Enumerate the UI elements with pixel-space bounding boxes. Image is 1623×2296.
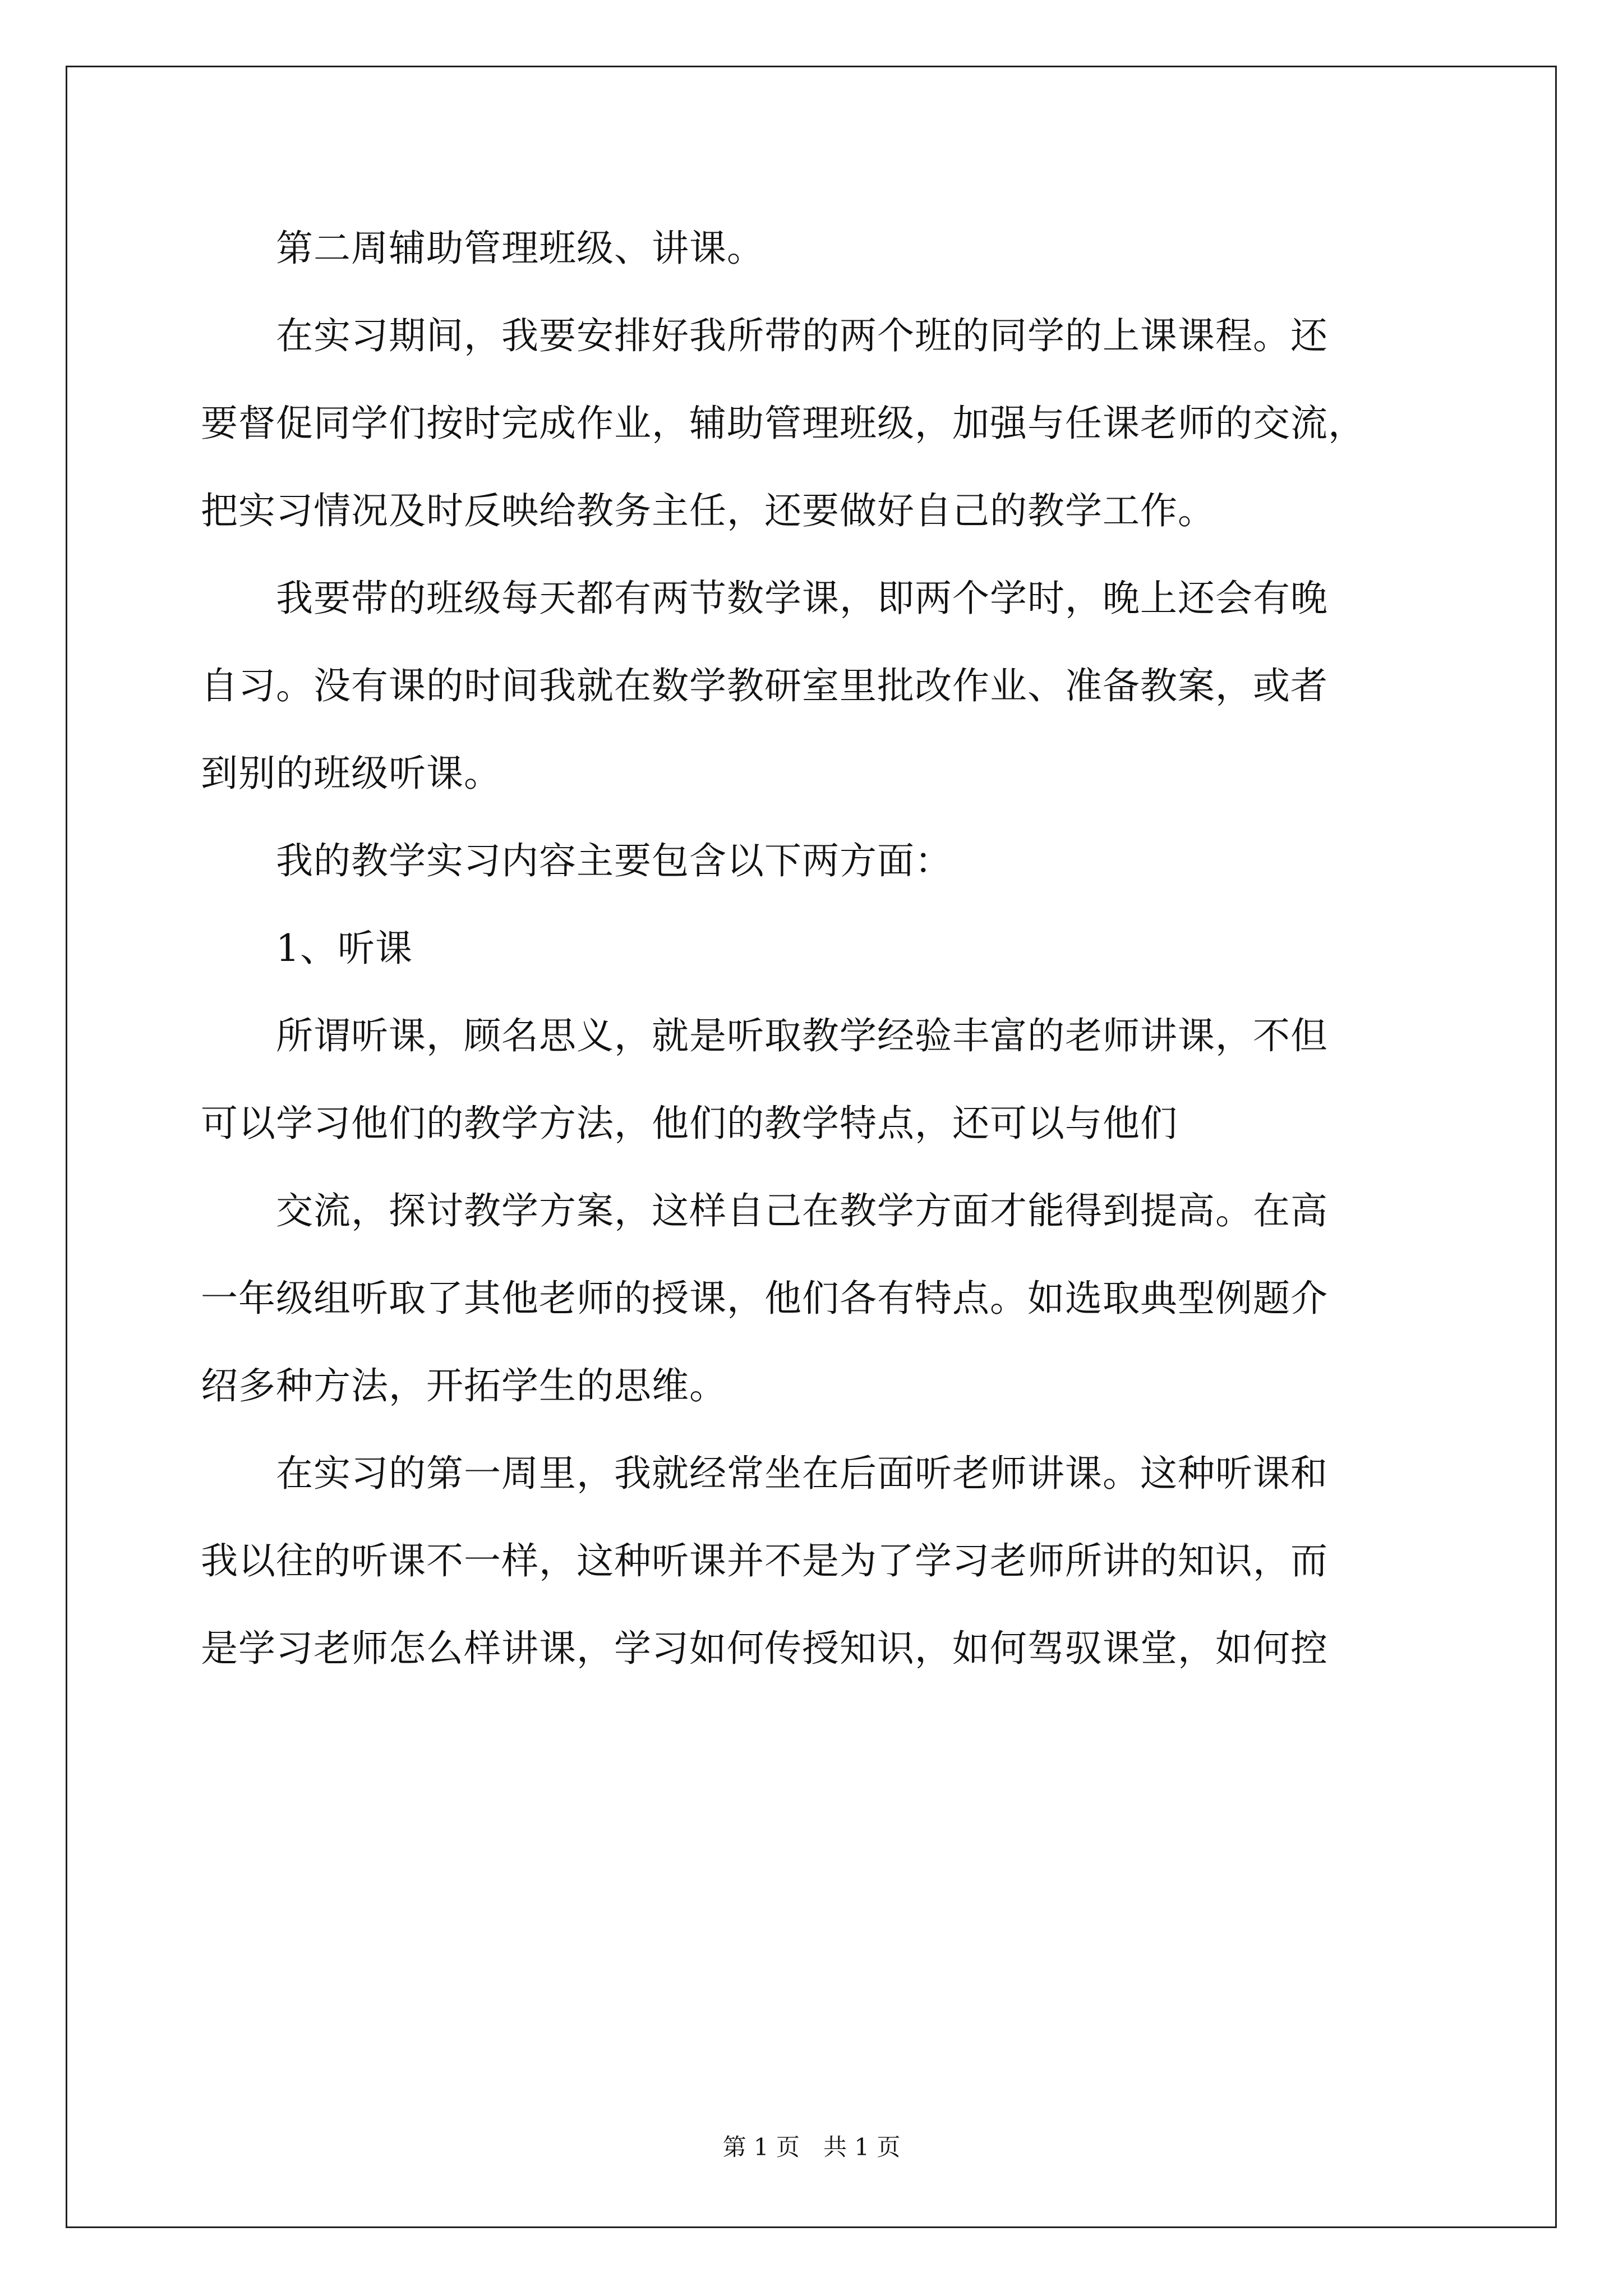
text-line: 是学习老师怎么样讲课，学习如何传授知识，如何驾驭课堂，如何控 bbox=[201, 1627, 1328, 1670]
text-line: 我以往的听课不一样，这种听课并不是为了学习老师所讲的知识，而 bbox=[201, 1539, 1328, 1582]
text-line: 我的教学实习内容主要包含以下两方面： bbox=[201, 839, 952, 882]
text-line: 到别的班级听课。 bbox=[201, 752, 501, 795]
text-line: 在实习期间，我要安排好我所带的两个班的同学的上课课程。还 bbox=[201, 314, 1328, 357]
text-line: 可以学习他们的教学方法，他们的教学特点，还可以与他们 bbox=[201, 1102, 1178, 1145]
document-body bbox=[201, 205, 1440, 1692]
text-line: 1、听课 bbox=[201, 927, 413, 970]
text-line: 交流，探讨教学方案，这样自己在教学方面才能得到提高。在高 bbox=[201, 1189, 1328, 1232]
text-line: 一年级组听取了其他老师的授课，他们各有特点。如选取典型例题介 bbox=[201, 1277, 1328, 1320]
text-line: 绍多种方法，开拓学生的思维。 bbox=[201, 1364, 727, 1407]
text-line: 要督促同学们按时完成作业，辅助管理班级，加强与任课老师的交流， bbox=[201, 402, 1366, 445]
page-number: 第 1 页 共 1 页 bbox=[722, 2133, 901, 2161]
text-line: 我要带的班级每天都有两节数学课，即两个学时，晚上还会有晚 bbox=[201, 577, 1328, 620]
text-line: 自习。没有课的时间我就在数学教研室里批改作业、准备教案，或者 bbox=[201, 664, 1328, 707]
text-line: 在实习的第一周里，我就经常坐在后面听老师讲课。这种听课和 bbox=[201, 1452, 1328, 1495]
text-line: 把实习情况及时反映给教务主任，还要做好自己的教学工作。 bbox=[201, 489, 1215, 532]
text-line: 所谓听课，顾名思义，就是听取教学经验丰富的老师讲课，不但 bbox=[201, 1014, 1328, 1057]
text-line: 第二周辅助管理班级、讲课。 bbox=[201, 227, 764, 270]
